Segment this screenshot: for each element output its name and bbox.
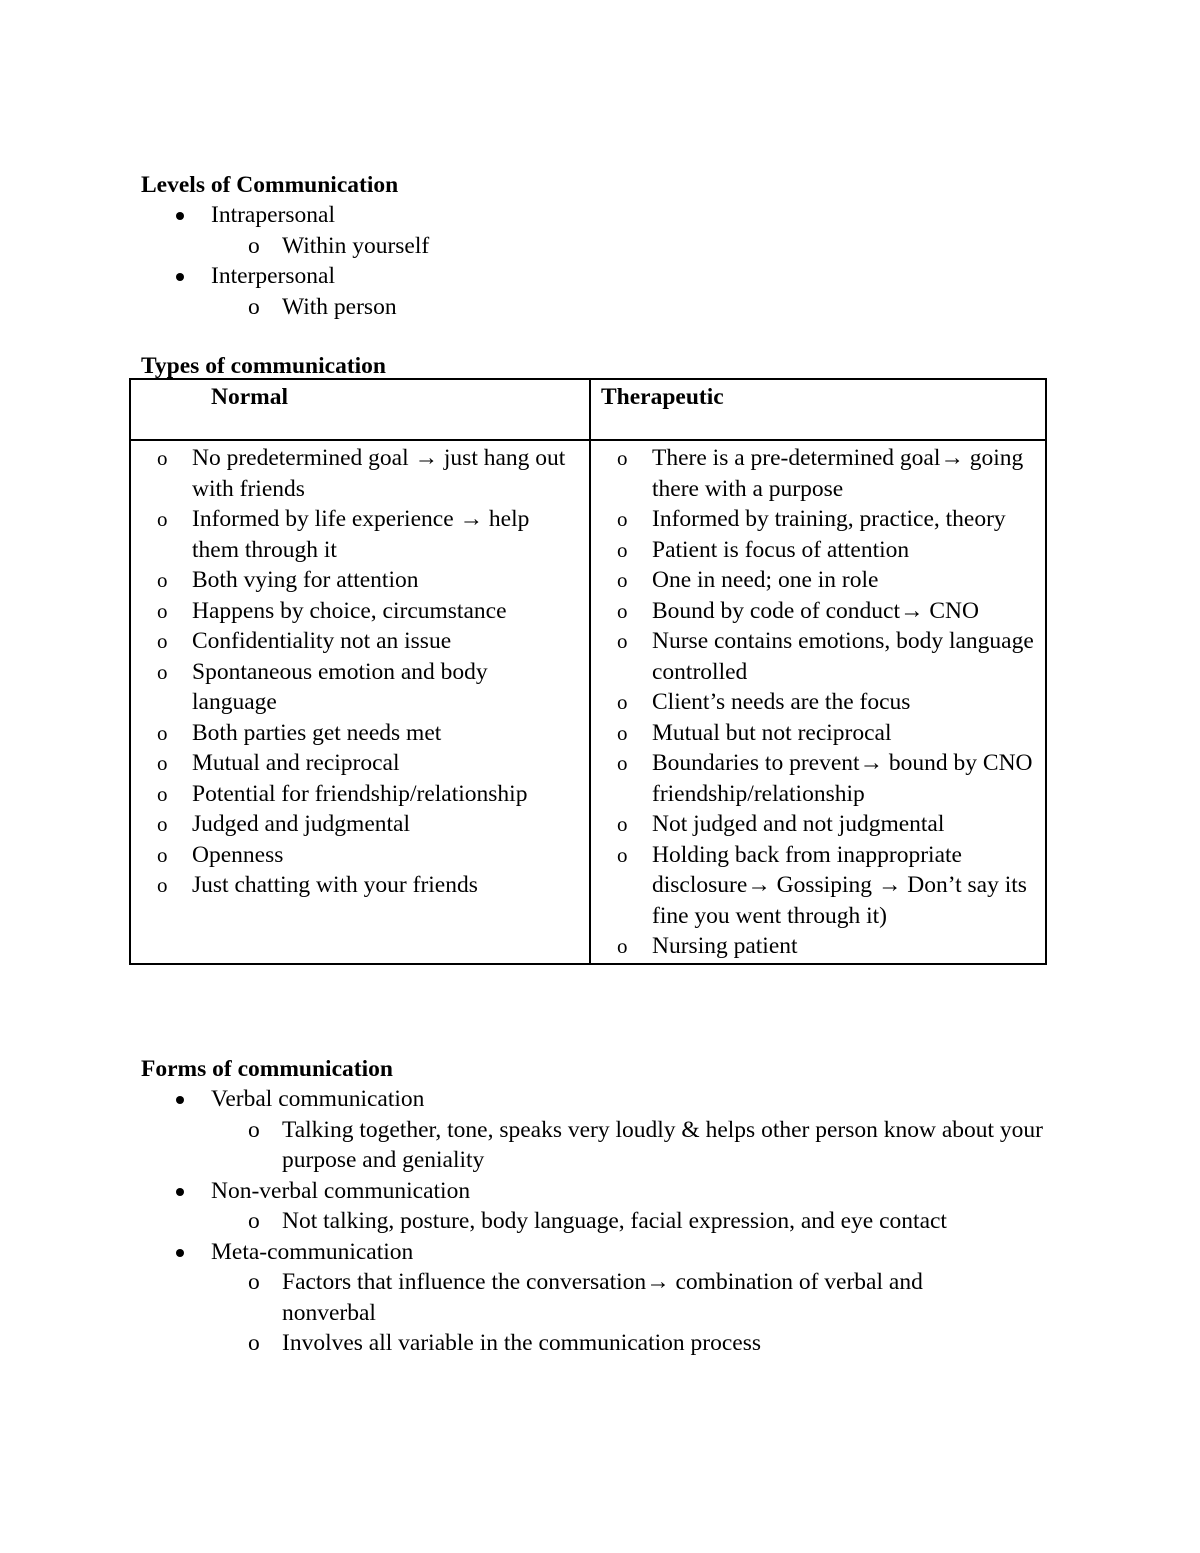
table-cell-item: o One in need; one in role: [617, 565, 1037, 596]
table-cell-item: o Holding back from inappropriate disclosure→ Gossiping → Don’t say its fine you went through it): [617, 840, 1037, 932]
sub-item-text: o Factors that influence the conversation→ combination of verbal and nonverbal: [282, 1269, 923, 1326]
sub-item: [0, 1115, 1072, 1176]
form-label: Verbal communication: [211, 1086, 425, 1112]
table-cell-item: o There is a pre-determined goal→ going there with a purpose: [617, 443, 1037, 504]
types-table: [129, 378, 1047, 965]
table-cell-item: o Informed by training, practice, theory: [617, 504, 1037, 535]
list-item: [0, 1084, 1072, 1176]
table-cell-item: o Client’s needs are the focus: [617, 687, 1037, 718]
sub-item: [0, 1328, 1072, 1359]
table-cell-item: o Mutual but not reciprocal: [617, 718, 1037, 749]
table-cell-item: o Just chatting with your friends: [157, 870, 577, 901]
table-cell-item: o Nurse contains emotions, body language controlled: [617, 626, 1037, 687]
table-cell-item: o Boundaries to prevent→ bound by CNO friendship/relationship: [617, 748, 1037, 809]
list-item: [0, 261, 429, 322]
table-cell-item: o Spontaneous emotion and body language: [157, 657, 577, 718]
sub-list: [0, 1267, 1072, 1359]
table-cell-item: o Happens by choice, circumstance: [157, 596, 577, 627]
normal-header: Normal: [211, 384, 289, 410]
header-divider: [131, 439, 1045, 441]
types-heading: Types of communication: [141, 353, 387, 379]
list-item: [0, 200, 429, 261]
level-label: Interpersonal: [211, 263, 335, 289]
sub-list: [0, 292, 429, 323]
form-label: Meta-communication: [211, 1238, 414, 1265]
sub-item: o Within yourself: [0, 231, 429, 262]
table-cell-item: o Openness: [157, 840, 577, 871]
therapeutic-header: Therapeutic: [601, 384, 724, 410]
sub-list: [0, 1206, 1072, 1237]
table-cell-item: o No predetermined goal → just hang out with friends: [157, 443, 577, 504]
table-cell-item: o Informed by life experience → help them through it: [157, 504, 577, 565]
levels-heading: Levels of Communication: [141, 172, 399, 198]
form-label: Non-verbal communication: [211, 1177, 471, 1204]
column-divider: [589, 380, 591, 963]
table-cell-item: o Nursing patient: [617, 931, 1037, 962]
sub-list: [0, 231, 429, 262]
table-cell-item: o Judged and judgmental: [157, 809, 577, 840]
table-cell-item: o Both parties get needs met: [157, 718, 577, 749]
table-cell-item: o Mutual and reciprocal: [157, 748, 577, 779]
forms-list: [0, 1084, 1072, 1359]
sub-item-text: o Involves all variable in the communication process: [282, 1330, 761, 1356]
sub-item: [0, 1206, 1072, 1237]
levels-list: [0, 200, 429, 322]
sub-item: [0, 1267, 1072, 1328]
therapeutic-list: [617, 443, 1037, 962]
table-cell-item: o Not judged and not judgmental: [617, 809, 1037, 840]
list-item: [0, 1176, 1072, 1237]
table-cell-item: o Bound by code of conduct→ CNO: [617, 596, 1037, 627]
table-cell-item: o Confidentiality not an issue: [157, 626, 577, 657]
sub-item-text: o Talking together, tone, speaks very loudly & helps other person know about your purpose and geniality: [282, 1116, 1044, 1173]
sub-item: o With person: [0, 292, 429, 323]
list-item: [0, 1237, 1072, 1359]
sub-item-text: o Not talking, posture, body language, facial expression, and eye contact: [282, 1208, 947, 1234]
level-label: Intrapersonal: [211, 202, 335, 228]
table-cell-item: o Patient is focus of attention: [617, 535, 1037, 566]
sub-list: [0, 1115, 1072, 1176]
normal-list: [157, 443, 577, 901]
forms-heading: Forms of communication: [141, 1056, 393, 1082]
table-cell-item: o Both vying for attention: [157, 565, 577, 596]
table-cell-item: o Potential for friendship/relationship: [157, 779, 577, 810]
